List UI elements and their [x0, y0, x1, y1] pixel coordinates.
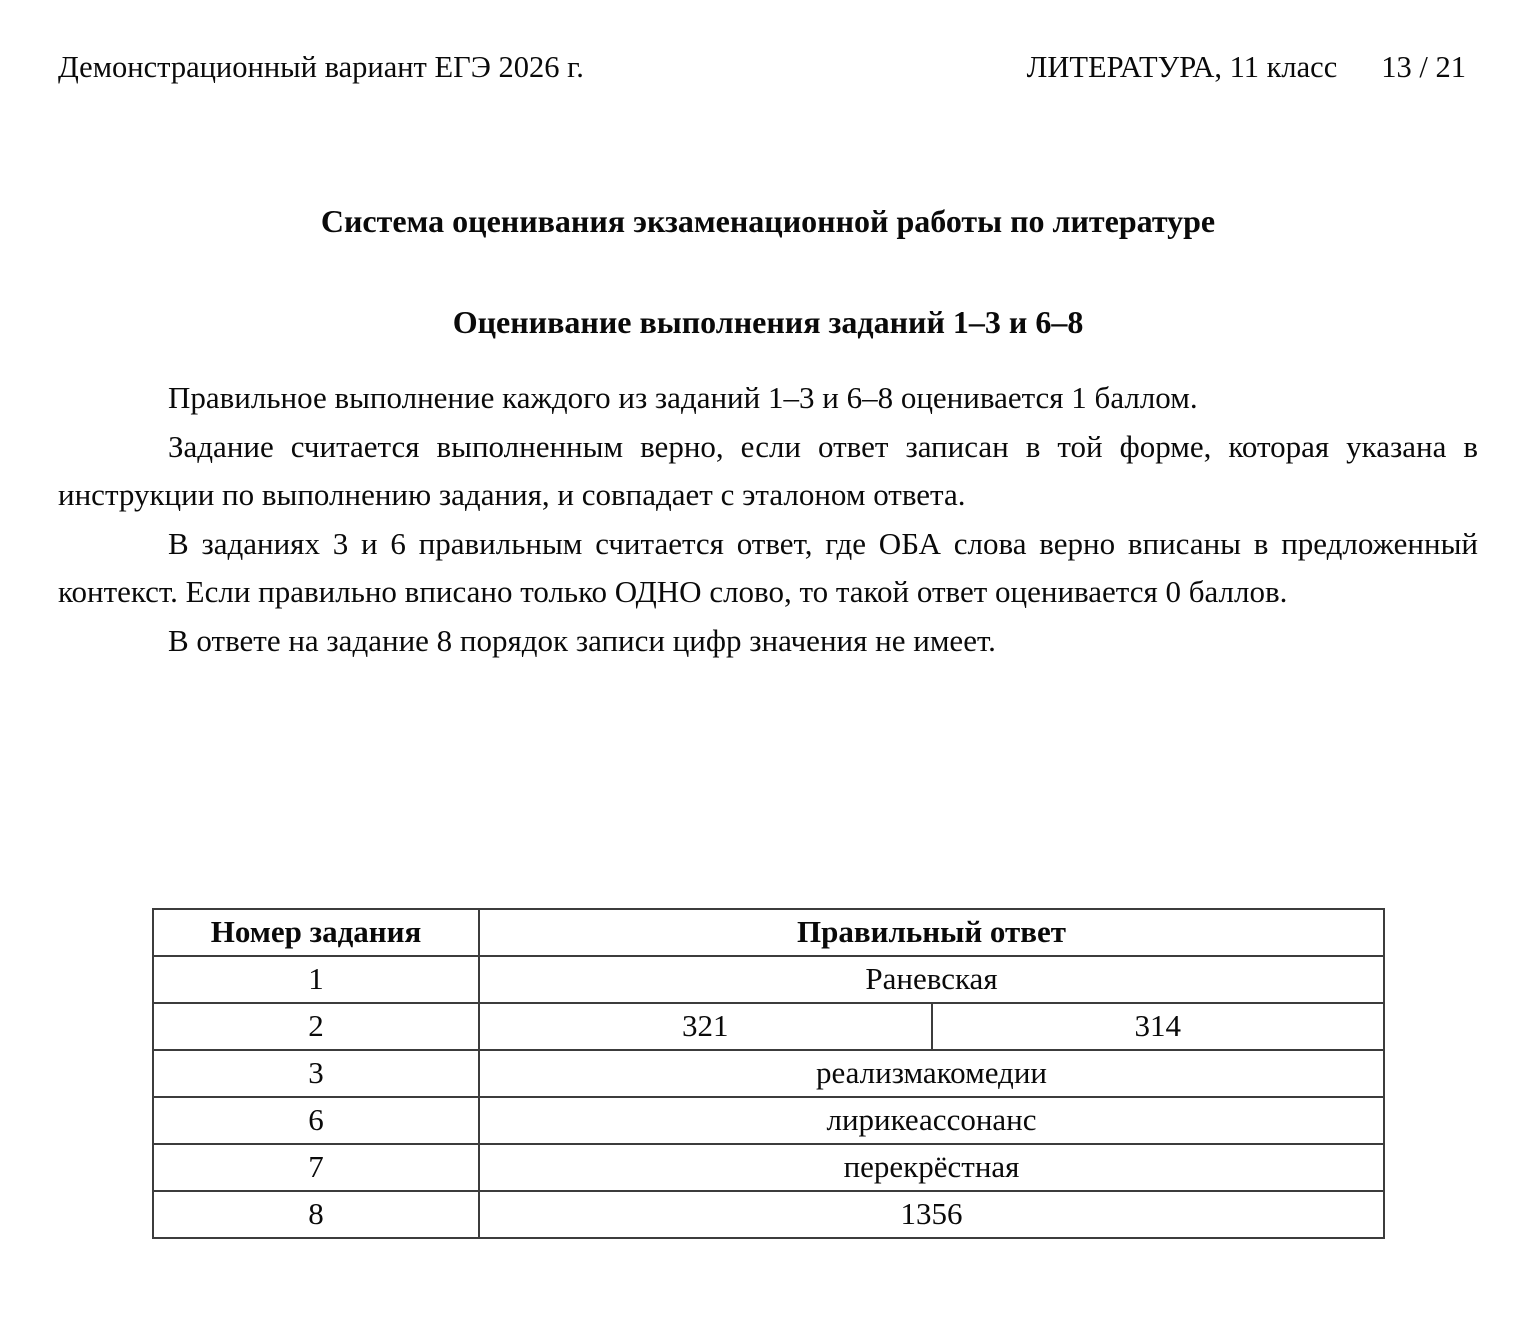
scoring-instructions [58, 374, 1478, 666]
table-row [153, 1003, 1384, 1050]
cell-task-number: 8 [153, 1191, 479, 1238]
cell-task-number: 6 [153, 1097, 479, 1144]
section-subtitle: Оценивание выполнения заданий 1–3 и 6–8 [452, 303, 1084, 340]
cell-task-number: 2 [153, 1003, 479, 1050]
column-header-task-number: Номер задания [153, 909, 479, 956]
page-title: Система оценивания экзаменационной работы по литературе [320, 203, 1216, 240]
cell-task-number: 3 [153, 1050, 479, 1097]
table-row [153, 1097, 1384, 1144]
header-variant-label: Демонстрационный вариант ЕГЭ 2026 г. [58, 50, 584, 84]
cell-task-number: 7 [153, 1144, 479, 1191]
cell-answer-variant-a: 321 [479, 1003, 932, 1050]
header-subject-label: ЛИТЕРАТУРА, 11 класс [1026, 50, 1338, 84]
table-header-row [153, 909, 1384, 956]
cell-answer: лирикеассонанс [479, 1097, 1384, 1144]
paragraph-tasks-3-and-6: В заданиях 3 и 6 правильным считается ответ, где ОБА слова верно вписаны в предложенный контекст. Если правильно вписано только ОДНО слово, то такой ответ оценивается 0 баллов. [58, 525, 1478, 610]
paragraph-task-8-order: В ответе на задание 8 порядок записи цифр значения не имеет. [168, 622, 996, 658]
header-page-number: 13 / 21 [1381, 50, 1466, 84]
table-row [153, 1050, 1384, 1097]
document-running-header [58, 52, 1478, 94]
cell-answer-variant-b: 314 [932, 1003, 1385, 1050]
answer-key-table [152, 908, 1385, 1239]
column-header-correct-answer: Правильный ответ [479, 909, 1384, 956]
table-row [153, 1144, 1384, 1191]
paragraph-answer-form: Задание считается выполненным верно, если ответ записан в той форме, которая указана в инструкции по выполнению задания, и совпадает с эталоном ответа. [58, 428, 1478, 513]
table-row [153, 1191, 1384, 1238]
cell-task-number: 1 [153, 956, 479, 1003]
cell-answer: Раневская [479, 956, 1384, 1003]
table-row [153, 956, 1384, 1003]
cell-answer: перекрёстная [479, 1144, 1384, 1191]
paragraph-scoring-points: Правильное выполнение каждого из заданий 1–3 и 6–8 оценивается 1 баллом. [168, 380, 1198, 415]
cell-answer: реализмакомедии [479, 1050, 1384, 1097]
cell-answer: 1356 [479, 1191, 1384, 1238]
